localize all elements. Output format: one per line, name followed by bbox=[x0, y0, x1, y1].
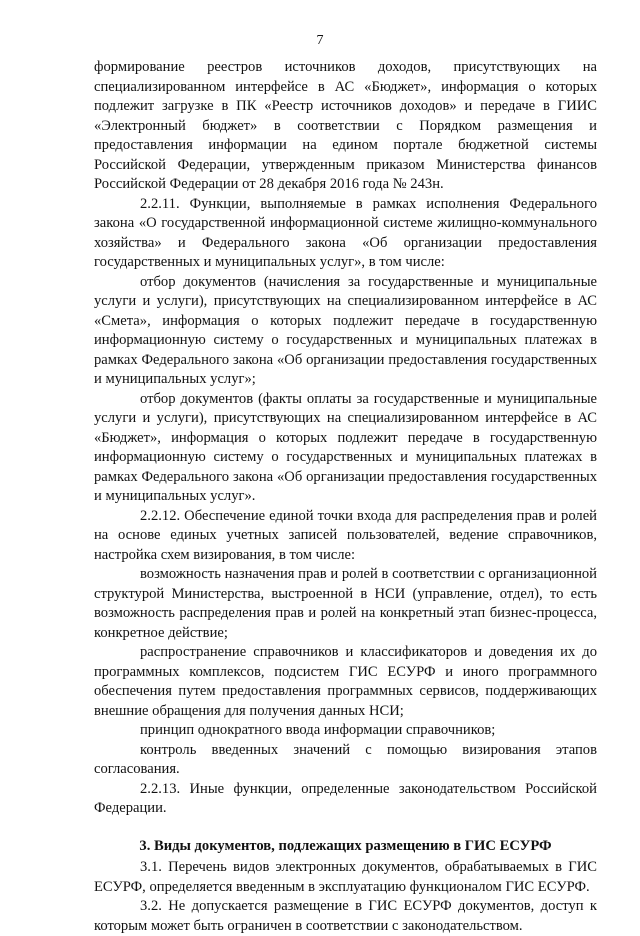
paragraph-selection-payments: отбор документов (факты оплаты за государственные и муниципальные услуги и услуги), присутствующих на специализированном интерфейсе в АС «Бюджет», информация о которых подлежит передаче в государственную информационную систему о государственных и муниципальных платежах в рамках Федерального закона «Об организации предоставления государственных и муниципальных услуг». bbox=[94, 390, 597, 504]
section-3-heading: 3. Виды документов, подлежащих размещению в ГИС ЕСУРФ bbox=[139, 837, 552, 854]
paragraph-single-input: принцип однократного ввода информации справочников; bbox=[140, 722, 496, 738]
paragraph-revenue-registries: формирование реестров источников доходов, присутствующих на специализированном интерфейсе в АС «Бюджет», информация о которых подлежит загрузке в ПК «Реестр источников доходов» и передаче в ГИИС «Электронный бюджет» в соответствии с Порядком размещения и предоставления информации на едином портале бюджетной системы Российской Федерации, утвержденным приказом Министерства финансов Российской Федерации от 28 декабря 2016 года № 243н. bbox=[94, 59, 597, 192]
paragraph-2-2-12: 2.2.12. Обеспечение единой точки входа для распределения прав и ролей на основе единых учетных записей пользователей, ведение справочников, настройка схем визирования, в том числе: bbox=[94, 507, 597, 563]
paragraph-2-2-13: 2.2.13. Иные функции, определенные законодательством Российской Федерации. bbox=[94, 780, 597, 816]
paragraph-selection-accruals: отбор документов (начисления за государственные и муниципальные услуги и услуги), присутствующих на специализированном интерфейсе в АС «Смета», информация о которых подлежит передаче в государственную информационную систему о государственных и муниципальных платежах в рамках Федерального закона «Об организации предоставления государственных и муниципальных услуг»; bbox=[94, 273, 597, 387]
page-number: 7 bbox=[316, 33, 324, 48]
document-body bbox=[94, 58, 597, 936]
paragraph-3-1: 3.1. Перечень видов электронных документов, обрабатываемых в ГИС ЕСУРФ, определяется введенным в эксплуатацию функционалом ГИС ЕСУРФ. bbox=[94, 859, 597, 895]
paragraph-rights-assignment: возможность назначения прав и ролей в соответствии с организационной структурой Министерства, выстроенной в НСИ (управление, отдел), то есть возможность распределения прав и ролей на конкретный этап бизнес-процесса, конкретное действие; bbox=[94, 566, 597, 641]
paragraph-3-2: 3.2. Не допускается размещение в ГИС ЕСУРФ документов, доступ к которым может быть ограничен в соответствии с законодательством. bbox=[94, 898, 597, 934]
paragraph-2-2-11: 2.2.11. Функции, выполняемые в рамках исполнения Федерального закона «О государственной информационной системе жилищно-коммунального хозяйства» и Федерального закона «Об организации предоставления государственных и муниципальных услуг», в том числе: bbox=[94, 195, 597, 270]
paragraph-directories-distribution: распространение справочников и классификаторов и доведения их до программных комплексов, подсистем ГИС ЕСУРФ и иного программного обеспечения путем предоставления программных сервисов, поддерживающих внешние обращения для получения данных НСИ; bbox=[94, 644, 597, 719]
paragraph-value-control: контроль введенных значений с помощью визирования этапов согласования. bbox=[94, 741, 597, 777]
